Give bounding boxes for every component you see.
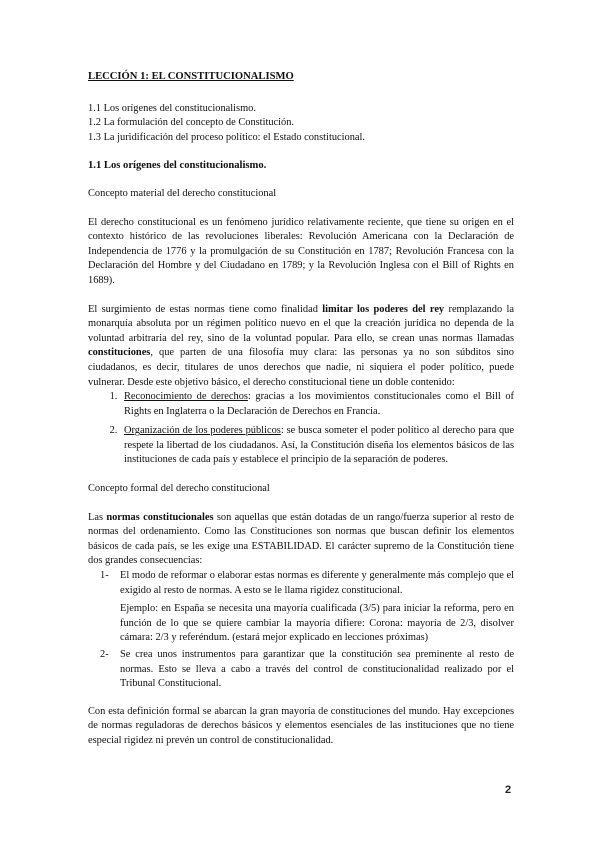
consequences-list (88, 569, 514, 692)
list-item: 1- El modo de reformar o elaborar estas normas es diferente y generalmente más complejo que el exigido al resto de normas. A esto se le llama rigidez constitucional. Ejemplo: en España se necesita una mayoría cualificada (3/5) para iniciar la reforma, pero en función de lo que se quiere cambiar la mayoría difiere: Corona: mayoría de 2/3, disolver cámara: 2/3 y referéndum. (estará mejor explicado en lecciones próximas) (120, 569, 514, 646)
paragraph-purpose: El surgimiento de estas normas tiene como finalidad limitar los poderes del rey remplazando la monarquía absoluta por un régimen político nuevo en el que la creación jurídica no dependa de la voluntad arbitraria del rey, sino de la voluntad popular. Para ello, se crean unas normas llamadas constituciones, que parten de una filosofía muy clara: las personas ya no son súbditos sino ciudadanos, es decir, titulares de unos derechos que nadie, ni siquiera el poder político, puede vulnerar. Desde este objetivo básico, el derecho constitucional tiene un doble contenido: (88, 303, 514, 388)
subheading-material: Concepto material del derecho constitucional (88, 187, 277, 199)
paragraph-definition: Con esta definición formal se abarcan la gran mayoría de constituciones del mundo. Hay excepciones de normas reguladoras de derechos básicos y elementos esenciales de las instituciones que no tiene especial rigidez ni prevén un control de constitucionalidad. (88, 705, 514, 746)
list-item: 2- Se crea unos instrumentos para garantizar que la constitución sea preminente al resto de normas. Esto se lleva a cabo a través del control de constitucionalidad realizado por el Tribunal Constitucional. (100, 649, 514, 690)
example-text: Ejemplo: en España se necesita una mayoría cualificada (3/5) para iniciar la reforma, pero en función de lo que se quiere cambiar la mayoría difiere: Corona: mayoría de 2/3, disolver cámara: 2/3 y referéndum. (estará mejor explicado en lecciones próximas) (120, 603, 514, 644)
lesson-title: LECCIÓN 1: EL CONSTITUCIONALISMO (88, 71, 294, 82)
section-heading: 1.1 Los orígenes del constitucionalismo. (88, 160, 267, 172)
document-page (88, 70, 514, 763)
list-item: 2. Organización de los poderes públicos: se busca someter el poder político al derecho para que respete la libertad de los ciudadanos. Así, la Constitución diseña los elementos básicos de las instituciones de cada país y establece el principio de la separación de poderes. (120, 424, 514, 468)
toc-item: 1.3 La juridificación del proceso político: el Estado constitucional. (88, 131, 366, 143)
paragraph-origins: El derecho constitucional es un fenómeno jurídico relativamente reciente, que tiene su origen en el contexto histórico de las revoluciones liberales: Revolución Americana con la Declaración de Independencia de 1776 y la promulgación de su Constitución en 1787; Revolución Francesa con la Declaración del Hombre y del Ciudadano en 1789; y la Revolución Inglesa con el Bill of Rights en 1689). (88, 216, 514, 286)
bold-phrase: normas constitucionales (106, 511, 214, 523)
toc-item: 1.1 Los orígenes del constitucionalismo. (88, 102, 256, 114)
page-number: 2 (505, 784, 512, 796)
subheading-formal: Concepto formal del derecho constitucional (88, 483, 270, 495)
paragraph-formal: Las normas constitucionales son aquellas que están dotadas de un rango/fuerza superior al resto de normas del ordenamiento. Como las Constituciones son normas que buscan definir los elementos básicos de cada país, se les exige una ESTABILIDAD. El carácter supremo de la Constitución tiene dos grandes consecuencias: (88, 511, 514, 567)
bold-phrase: limitar los poderes del rey (322, 303, 445, 315)
content-list (88, 390, 514, 468)
bold-phrase: constituciones (88, 347, 151, 359)
list-item: 1. Reconocimiento de derechos: gracias a los movimientos constitucionales como el Bill of Rights en Inglaterra o la Declaración de Derechos en Francia. (120, 390, 514, 419)
table-of-contents (88, 102, 514, 146)
toc-item: 1.2 La formulación del concepto de Constitución. (88, 117, 295, 129)
